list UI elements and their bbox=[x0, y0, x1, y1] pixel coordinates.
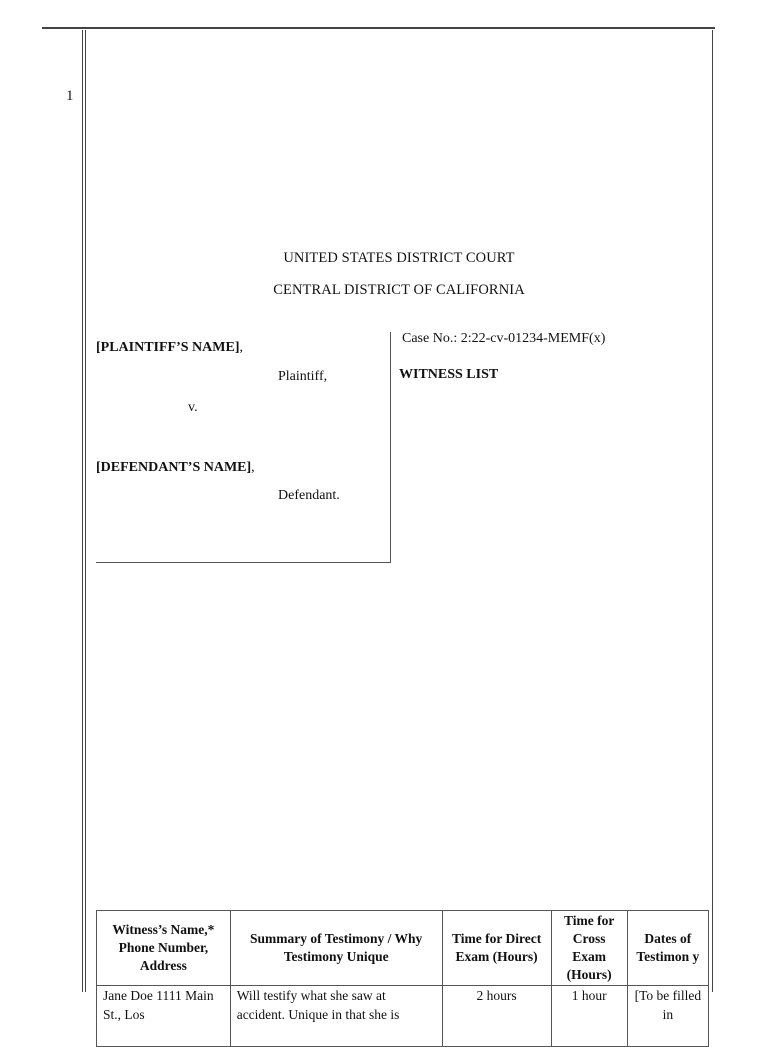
header-direct-exam: Time for Direct Exam (Hours) bbox=[442, 911, 551, 986]
plaintiff-name-text: [PLAINTIFF’S NAME] bbox=[96, 340, 240, 355]
defendant-name bbox=[96, 460, 255, 476]
cell-direct-exam: 2 hours bbox=[442, 986, 551, 1047]
defendant-name-text: [DEFENDANT’S NAME] bbox=[96, 460, 252, 475]
versus: v. bbox=[188, 400, 198, 415]
cell-witness-name: Jane Doe 1111 Main St., Los bbox=[97, 986, 231, 1047]
cell-summary: Will testify what she saw at accident. Unique in that she is bbox=[230, 986, 442, 1047]
defendant-role: Defendant. bbox=[278, 488, 340, 503]
right-margin-rule bbox=[712, 30, 713, 992]
case-caption-box bbox=[96, 332, 391, 563]
plaintiff-name bbox=[96, 340, 243, 356]
top-border-rule bbox=[42, 27, 715, 29]
table-row bbox=[97, 986, 709, 1047]
header-cross-exam: Time for Cross Exam (Hours) bbox=[551, 911, 627, 986]
witness-table bbox=[96, 910, 709, 1047]
court-name: UNITED STATES DISTRICT COURT bbox=[283, 250, 515, 266]
case-number: Case No.: 2:22-cv-01234-MEMF(x) bbox=[402, 331, 606, 346]
document-title: WITNESS LIST bbox=[399, 367, 499, 382]
header-witness-name: Witness’s Name,* Phone Number, Address bbox=[97, 911, 231, 986]
header-dates: Dates of Testimon y bbox=[627, 911, 708, 986]
line-number: 1 bbox=[66, 88, 74, 104]
witness-table-header-row bbox=[97, 911, 709, 986]
court-district: CENTRAL DISTRICT OF CALIFORNIA bbox=[273, 282, 525, 298]
left-margin-rule-outer bbox=[82, 30, 83, 992]
cell-cross-exam: 1 hour bbox=[551, 986, 627, 1047]
plaintiff-name-suffix: , bbox=[239, 340, 243, 355]
left-margin-rule-inner bbox=[85, 30, 86, 992]
header-summary: Summary of Testimony / Why Testimony Unique bbox=[230, 911, 442, 986]
cell-dates: [To be filled in bbox=[627, 986, 708, 1047]
defendant-name-suffix: , bbox=[251, 460, 255, 475]
plaintiff-role: Plaintiff, bbox=[278, 369, 328, 384]
